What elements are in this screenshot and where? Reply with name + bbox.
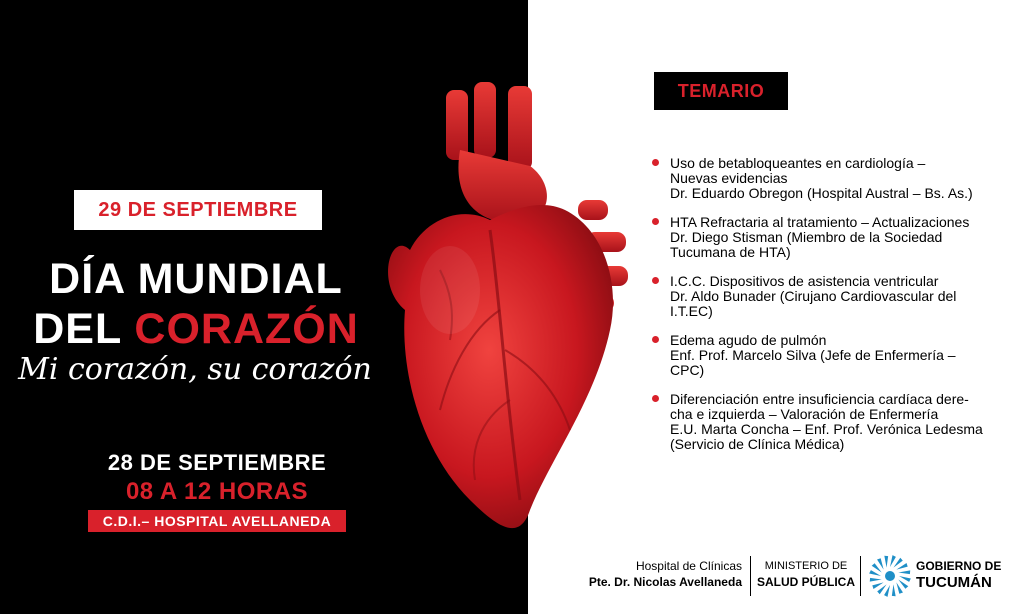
topic-line: Enf. Prof. Marcelo Silva (Jefe de Enfermería –: [670, 347, 956, 363]
footer-logos: [560, 552, 1020, 602]
topic-list: [652, 156, 1012, 466]
topic-line: (Servicio de Clínica Médica): [670, 436, 845, 452]
date-badge-text: 29 DE SEPTIEMBRE: [98, 198, 298, 221]
gov-line2: TUCUMÁN: [916, 574, 992, 591]
slogan: Mi corazón, su corazón: [18, 352, 372, 387]
list-item: [652, 333, 1012, 378]
emblem-ray: [899, 576, 911, 582]
topic-line: Edema agudo de pulmón: [670, 332, 827, 348]
topic-line: I.C.C. Dispositivos de asistencia ventricular: [670, 273, 939, 289]
emblem-ray: [884, 585, 890, 597]
hospital-line2: Pte. Dr. Nicolas Avellaneda: [588, 575, 742, 589]
red-dot-icon: [652, 336, 659, 343]
title-line2-red: CORAZÓN: [134, 305, 359, 353]
topic-line: Diferenciación entre insuficiencia cardíaca dere-: [670, 391, 969, 407]
ministry-line2: SALUD PÚBLICA: [757, 575, 855, 589]
ministry-line1: MINISTERIO DE: [764, 560, 848, 572]
topic-line: I.T.EC): [670, 303, 713, 319]
emblem-ray: [898, 570, 910, 574]
emblem-ray: [877, 584, 886, 594]
hospital-logo: [560, 558, 742, 590]
venue-badge: [88, 510, 346, 532]
topic-line: Uso de betabloqueantes en cardiología –: [670, 155, 926, 171]
date-badge: [74, 190, 322, 230]
event-date: 28 DE SEPTIEMBRE: [107, 450, 327, 475]
divider: [750, 556, 751, 596]
list-item: [652, 215, 1012, 260]
red-dot-icon: [652, 159, 659, 166]
government-logo: [916, 558, 1020, 592]
topic-line: HTA Refractaria al tratamiento – Actualizaciones: [670, 214, 970, 230]
emblem-ray: [869, 570, 881, 576]
topic-line: Tucumana de HTA): [670, 244, 791, 260]
red-dot-icon: [652, 218, 659, 225]
ministry-logo: [756, 558, 856, 590]
red-dot-icon: [652, 395, 659, 402]
hospital-line1: Hospital de Clínicas: [635, 559, 742, 573]
title-line1: DÍA MUNDIAL: [49, 255, 343, 303]
event-hours: 08 A 12 HORAS: [125, 478, 309, 505]
emblem-ray: [893, 558, 902, 568]
title-line2: [24, 306, 368, 352]
list-item: [652, 156, 1012, 201]
temario-label: TEMARIO: [677, 80, 765, 101]
emblem-ray: [872, 563, 882, 572]
title-line2-white: DEL: [33, 305, 135, 353]
topic-line: cha e izquierda – Valoración de Enfermería: [670, 406, 939, 422]
gov-line1: GOBIERNO DE: [916, 559, 1002, 573]
sun-emblem-icon: [868, 554, 912, 598]
topic-line: Nuevas evidencias: [670, 170, 788, 186]
emblem-ray: [890, 555, 896, 567]
temario-badge: [654, 72, 788, 110]
anatomical-heart-icon: [380, 70, 640, 550]
list-item: [652, 274, 1012, 319]
venue-text: C.D.I.– HOSPITAL AVELLANEDA: [102, 513, 332, 529]
list-item: [652, 392, 1012, 452]
emblem-ray: [884, 556, 888, 568]
topic-line: CPC): [670, 362, 705, 378]
topic-line: E.U. Marta Concha – Enf. Prof. Verónica Ledesma: [670, 421, 983, 437]
topic-line: Dr. Aldo Bunader (Cirujano Cardiovascular del: [670, 288, 957, 304]
emblem-ray: [870, 578, 882, 582]
topic-line: Dr. Diego Stisman (Miembro de la Sociedad: [670, 229, 943, 245]
red-dot-icon: [652, 277, 659, 284]
topic-line: Dr. Eduardo Obregon (Hospital Austral – Bs. As.): [670, 185, 973, 201]
emblem-ray: [892, 584, 896, 596]
emblem-ray: [898, 579, 908, 588]
divider: [860, 556, 861, 596]
